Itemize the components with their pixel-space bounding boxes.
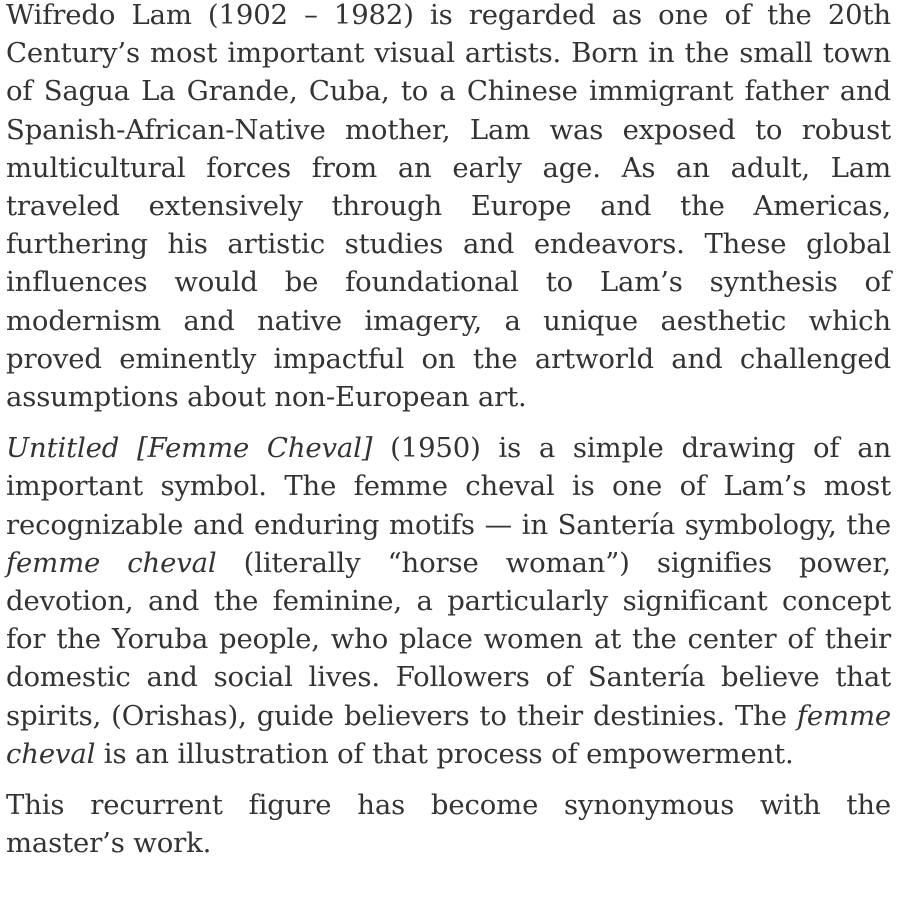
paragraph-femme-cheval — [6, 429, 891, 773]
paragraph-conclusion: This recurrent figure has become synonymous with the master’s work. — [6, 789, 891, 860]
paragraph-text: is an illustration of that process of empowerment. — [95, 737, 794, 770]
artwork-title: Untitled [Femme Cheval] — [6, 432, 373, 465]
emphasis-term: femme cheval — [6, 699, 891, 770]
paragraph-biography: Wifredo Lam (1902 – 1982) is regarded as one of the 20th Century’s most important visual artists. Born in the small town of Sagua La Grande, Cuba, to a Chinese immigrant father and Spanish-African-Native mother, Lam was exposed to robust multicultural forces from an early age. As an adult, Lam traveled extensively through Europe and the Americas, furthering his artistic studies and endeavors. These global influences would be foundational to Lam’s synthesis of modernism and native imagery, a unique aesthetic which proved eminently impactful on the artworld and challenged assumptions about non-European art. — [6, 0, 891, 414]
paragraph-text: (literally “horse woman”) signifies power, devotion, and the feminine, a particularly significant concept for the Yoruba people, who place women at the center of their domestic and social lives. Followers of Santería believe that spirits, (Orishas), guide believers to their destinies. The — [6, 546, 891, 732]
emphasis-term: femme cheval — [6, 546, 217, 579]
paragraph-text: (1950) is a simple drawing of an important symbol. The femme cheval is one of Lam’s most recognizable and enduring motifs — in Santería symbology, the — [6, 432, 892, 541]
